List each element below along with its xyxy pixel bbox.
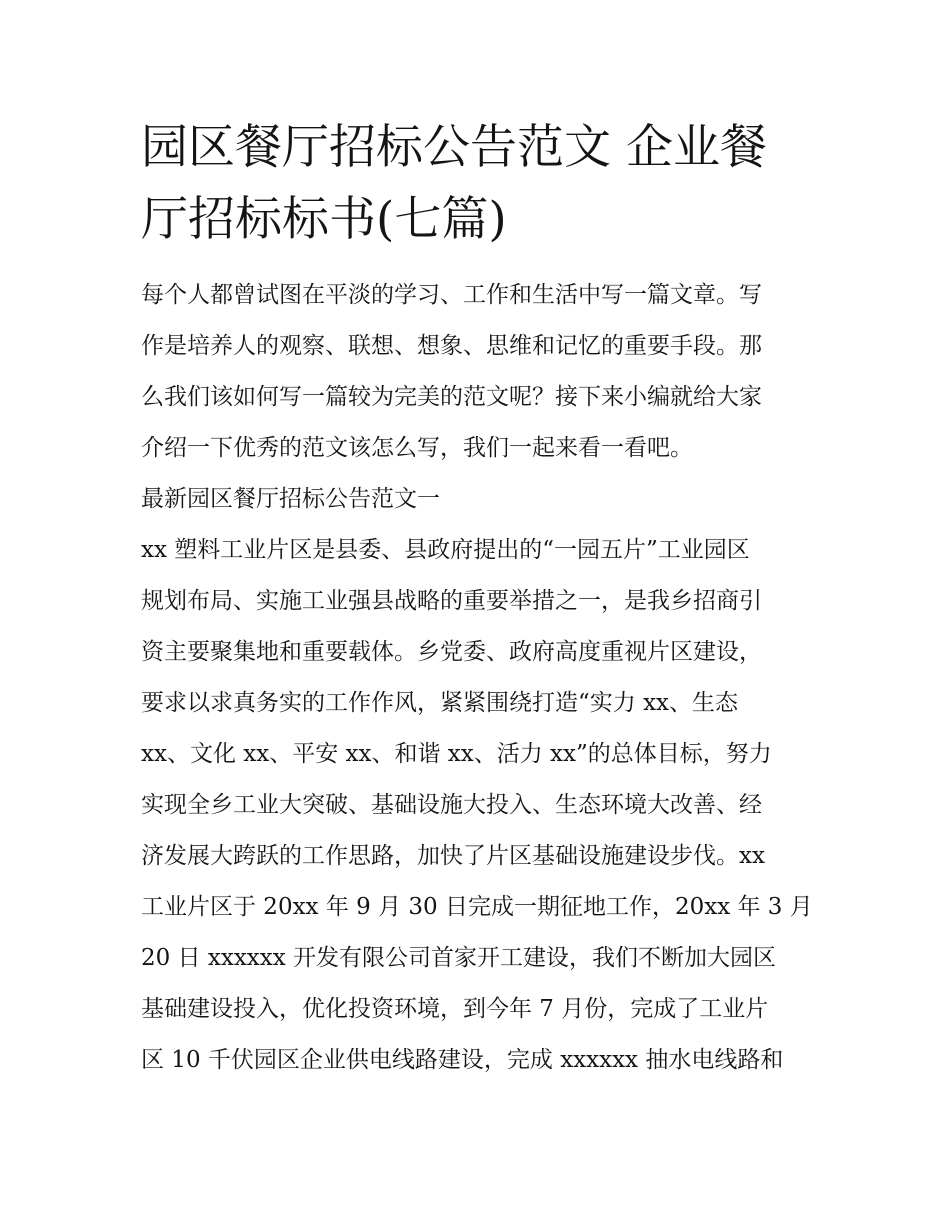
body-line: 工业片区于 20xx 年 9 月 30 日完成一期征地工作，20xx 年 3 月 — [141, 894, 813, 920]
document-content — [141, 112, 817, 1086]
body-line: 资主要聚集地和重要载体。乡党委、政府高度重视片区建设， — [141, 639, 762, 665]
body-paragraph — [141, 525, 817, 1086]
body-line: 规划布局、实施工业强县战略的重要举措之一，是我乡招商引 — [141, 588, 762, 614]
intro-line: 作是培养人的观察、联想、想象、思维和记忆的重要手段。那 — [141, 333, 762, 359]
intro-line: 每个人都曾试图在平淡的学习、工作和生活中写一篇文章。写 — [141, 282, 762, 308]
body-line: 区 10 千伏园区企业供电线路建设，完成 xxxxxx 抽水电线路和 — [141, 1047, 784, 1073]
body-line: 济发展大跨跃的工作思路，加快了片区基础设施建设步伐。xx — [141, 843, 765, 869]
intro-paragraph — [141, 270, 817, 474]
body-line: 20 日 xxxxxx 开发有限公司首家开工建设，我们不断加大园区 — [141, 945, 777, 971]
title-line: 园区餐厅招标公告范文 企业餐 — [141, 120, 767, 175]
body-line: 实现全乡工业大突破、基础设施大投入、生态环境大改善、经 — [141, 792, 762, 818]
intro-line: 介绍一下优秀的范文该怎么写，我们一起来看一看吧。 — [141, 435, 693, 461]
body-line: 基础建设投入，优化投资环境，到今年 7 月份，完成了工业片 — [141, 996, 769, 1022]
document-title — [141, 112, 817, 256]
body-line: xx 塑料工业片区是县委、县政府提出的“一园五片”工业园区 — [141, 537, 750, 563]
body-line: xx、文化 xx、平安 xx、和谐 xx、活力 xx”的总体目标，努力 — [141, 741, 772, 767]
section-heading: 最新园区餐厅招标公告范文一 — [141, 486, 440, 512]
intro-line: 么我们该如何写一篇较为完美的范文呢？接下来小编就给大家 — [141, 384, 762, 410]
title-line: 厅招标标书(七篇) — [141, 192, 507, 247]
body-line: 要求以求真务实的工作作风，紧紧围绕打造“实力 xx、生态 — [141, 690, 739, 716]
